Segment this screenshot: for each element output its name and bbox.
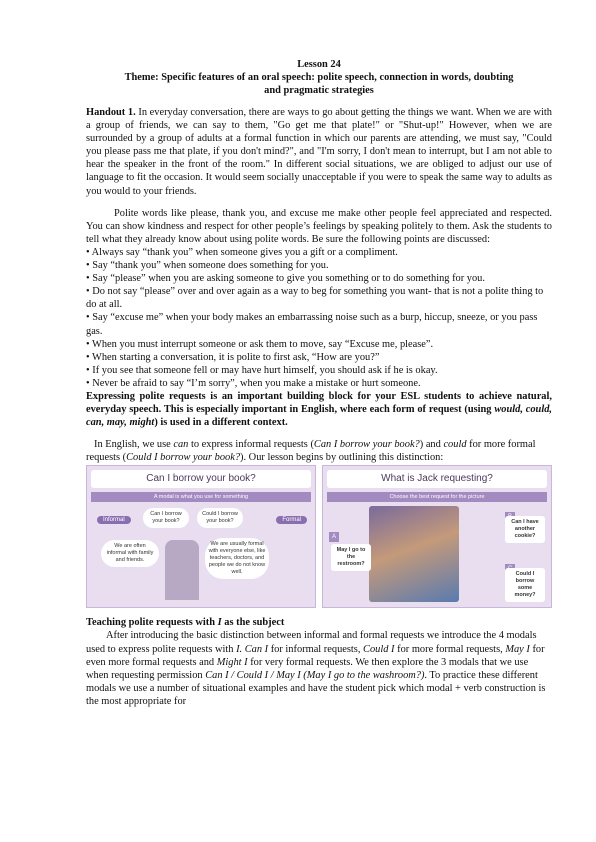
bold-italic-modals: would, could, can, may, might <box>86 404 552 429</box>
text: In English, we use <box>94 439 174 451</box>
text: for more formal requests, <box>394 643 506 655</box>
speech-bubble: Could I borrow your book? <box>197 508 243 528</box>
text: for even more formal requests and <box>86 643 545 668</box>
text: ) and <box>419 439 444 451</box>
text: as the subject <box>221 617 285 629</box>
polite-intro: Polite words like please, thank you, and excuse me make other people feel appreciated and respected. You can show kindness and respect for other people’s feelings by speaking politely to them. Ask the students to tell what they already know about using polite words. Be sure the following points are discussed: <box>86 207 552 245</box>
option-b-text: Can I have another cookie? <box>505 516 545 543</box>
lesson-title: Lesson 24 <box>297 59 341 70</box>
bullet-item: • If you see that someone fell or may have hurt himself, you should ask if he is okay. <box>86 364 438 376</box>
right-illustration-panel <box>322 465 552 608</box>
handout-label: Handout 1. <box>86 107 136 118</box>
italic: Can I borrow your book? <box>313 439 420 451</box>
thought-bubble: We are often informal with family and friends. <box>101 540 159 567</box>
text: . To practice these different modals we use a number of situational examples and have the student pick which modal + verb construction is the most appropriate for <box>86 669 546 707</box>
italic: can <box>173 439 189 451</box>
text: for informal requests, <box>268 643 364 655</box>
text: to express informal requests ( <box>188 439 314 451</box>
document-page <box>86 58 552 708</box>
option-c-text: Could I borrow some money? <box>505 568 545 602</box>
theme-line-2: and pragmatic strategies <box>264 85 374 96</box>
bullet-item: • Say “please” when you are asking someone to give you something or to do something for you. <box>86 273 485 285</box>
text: for very formal requests. We then explore the 3 modals that we use when requesting permission <box>86 656 529 681</box>
text: After introducing the basic distinction between informal and formal requests we introduce the 4 modals used to express polite requests with <box>86 630 537 655</box>
formal-tag: Formal <box>276 516 307 524</box>
text: Teaching polite requests with <box>86 617 218 629</box>
left-illustration-panel <box>86 465 316 608</box>
bullet-item: • Do not say “please” over and over again as a way to beg for something you want- that is not a polite thing to do at all. <box>86 286 544 311</box>
figure-icon <box>165 540 199 600</box>
bold-paragraph <box>86 390 552 429</box>
italic: could <box>443 439 467 451</box>
bullet-item: • Say “excuse me” when your body makes an embarrassing noise such as a burp, hiccup, sneeze, or you pass gas. <box>86 312 538 337</box>
bullet-item: • Say “thank you” when someone does something for you. <box>86 260 329 272</box>
child-photo <box>369 506 459 602</box>
polite-bullets <box>86 246 552 390</box>
theme-line-1: Theme: Specific features of an oral speech: polite speech, connection in words, doubting <box>124 72 514 83</box>
bullet-item: • Always say “thank you” when someone gives you a gift or a compliment. <box>86 246 398 258</box>
panel-band: Choose the best request for the picture <box>327 492 547 502</box>
option-a-label: A <box>329 532 339 542</box>
italic: Might I <box>216 656 248 668</box>
teaching-heading <box>86 616 552 629</box>
bold-text: ) is used in a different context. <box>154 417 288 429</box>
panel-title: Can I borrow your book? <box>91 470 311 488</box>
italic: I. Can I <box>236 643 269 655</box>
handout-text: In everyday conversation, there are ways to go about getting the things we want. When we are with a group of friends, we can say to them, "Go get me that plate!" or "Shut-up!" However, when we are surrounded by a group of adults at a formal function in which our parents are attending, we must say, "Could you please pass me that plate, if you don't mind?", and "I'm sorry, I don't mean to interrupt, but I am not able to hear the speaker in the front of the room." In different social situations, we are obliged to adjust our use of language to fit the occasion. It would seem socially unacceptable if you were to speak the same way to adults as you would to your friends. <box>86 107 552 197</box>
speech-bubble: Can I borrow your book? <box>143 508 189 528</box>
bullet-item: • When starting a conversation, it is polite to first ask, “How are you?” <box>86 351 380 363</box>
bold-text: Expressing polite requests is an important building block for your ESL students to achieve natural, everyday speech. This is especially important in English, where each form of request (using <box>86 390 552 416</box>
handout-paragraph <box>86 106 552 198</box>
english-paragraph <box>86 438 552 464</box>
italic: Could I borrow your book? <box>126 452 241 464</box>
italic: May I <box>505 643 530 655</box>
panel-title: What is Jack requesting? <box>327 470 547 488</box>
panel-band: A modal is what you use for something <box>91 492 311 502</box>
teaching-paragraph <box>86 629 552 708</box>
text: for more formal requests ( <box>86 439 536 464</box>
option-a-text: May I go to the restroom? <box>331 544 371 571</box>
bullet-item: • When you must interrupt someone or ask them to move, say “Excuse me, please”. <box>86 338 434 350</box>
illustration-strip <box>86 465 552 608</box>
italic: I <box>217 617 222 629</box>
text: ). Our lesson begins by outlining this distinction: <box>240 452 444 464</box>
bullet-item: • Never be afraid to say “I’m sorry”, when you make a mistake or hurt someone. <box>86 377 421 389</box>
thought-bubble: We are usually formal with everyone else, like teachers, doctors, and people we do not know well. <box>205 538 269 579</box>
italic: Can I / Could I / May I (May I go to the washroom?) <box>205 669 425 681</box>
italic: Could I <box>363 643 395 655</box>
informal-tag: Informal <box>97 516 131 524</box>
